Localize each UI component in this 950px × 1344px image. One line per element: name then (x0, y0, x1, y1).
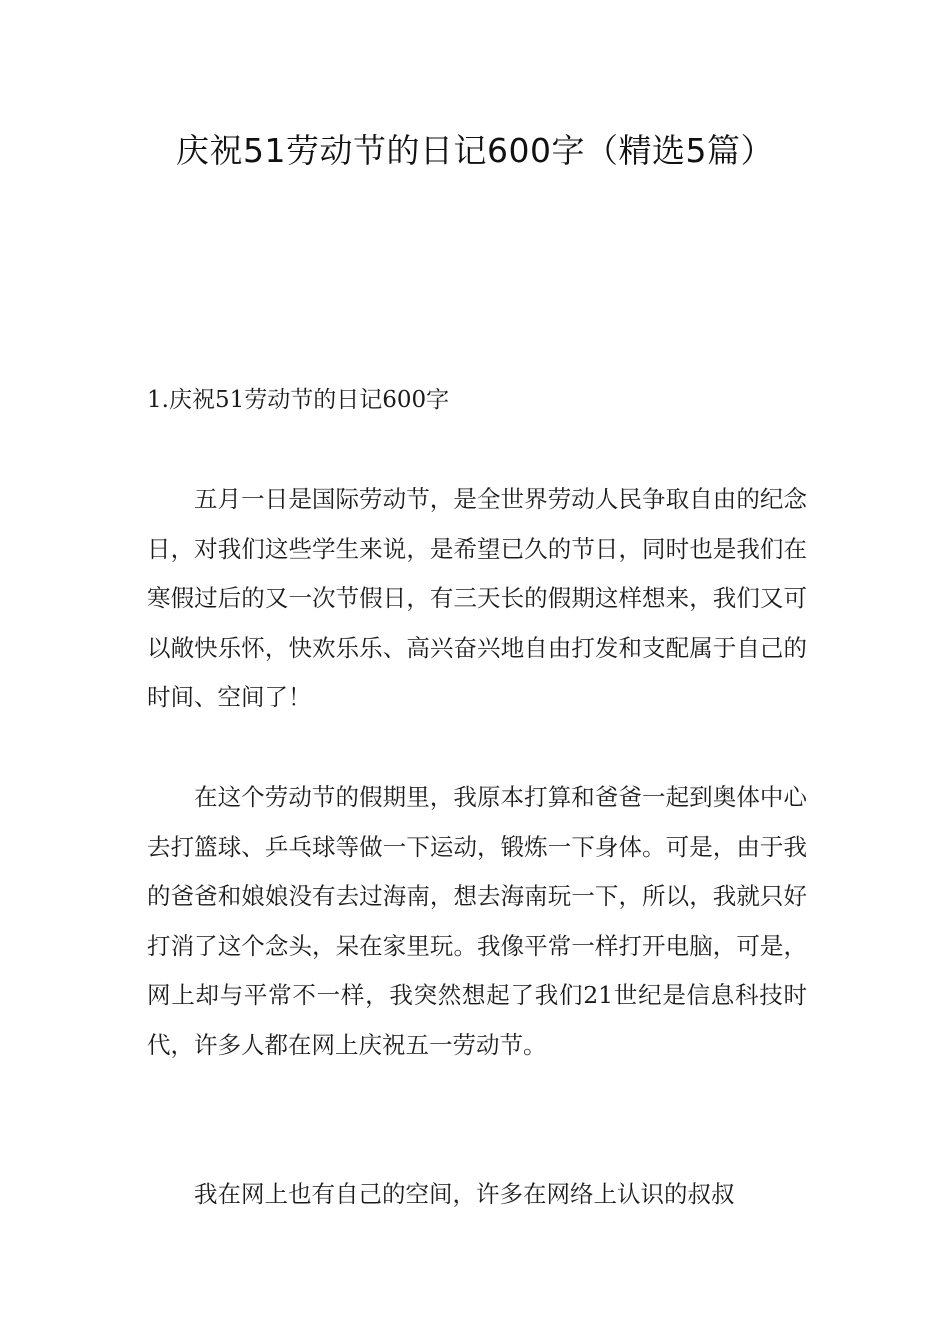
section-heading: 1.庆祝51劳动节的日记600字 (147, 387, 450, 413)
paragraph-3: 我在网上也有自己的空间，许多在网络上认识的叔叔 (194, 1180, 735, 1208)
document-title: 庆祝51劳动节的日记600字（精选5篇） (176, 131, 774, 170)
paragraph-2: 在这个劳动节的假期里，我原本打算和爸爸一起到奥体中心去打篮球、乒乓球等做一下运动，锻炼一下身体。可是，由于我的爸爸和娘娘没有去过海南，想去海南玩一下，所以，我就只好打消了这个念头，呆在家里玩。我像平常一样打开电脑，可是，网上却与平常不一样，我突然想起了我们21世纪是信息科技时代，许多人都在网上庆祝五一劳动节。 (147, 783, 807, 1059)
paragraph-1: 五月一日是国际劳动节，是全世界劳动人民争取自由的纪念日，对我们这些学生来说，是希望已久的节日，同时也是我们在寒假过后的又一次节假日，有三天长的假期这样想来，我们又可以敞快乐怀，快欢乐乐、高兴奋兴地自由打发和支配属于自己的时间、空间了！ (147, 485, 807, 711)
